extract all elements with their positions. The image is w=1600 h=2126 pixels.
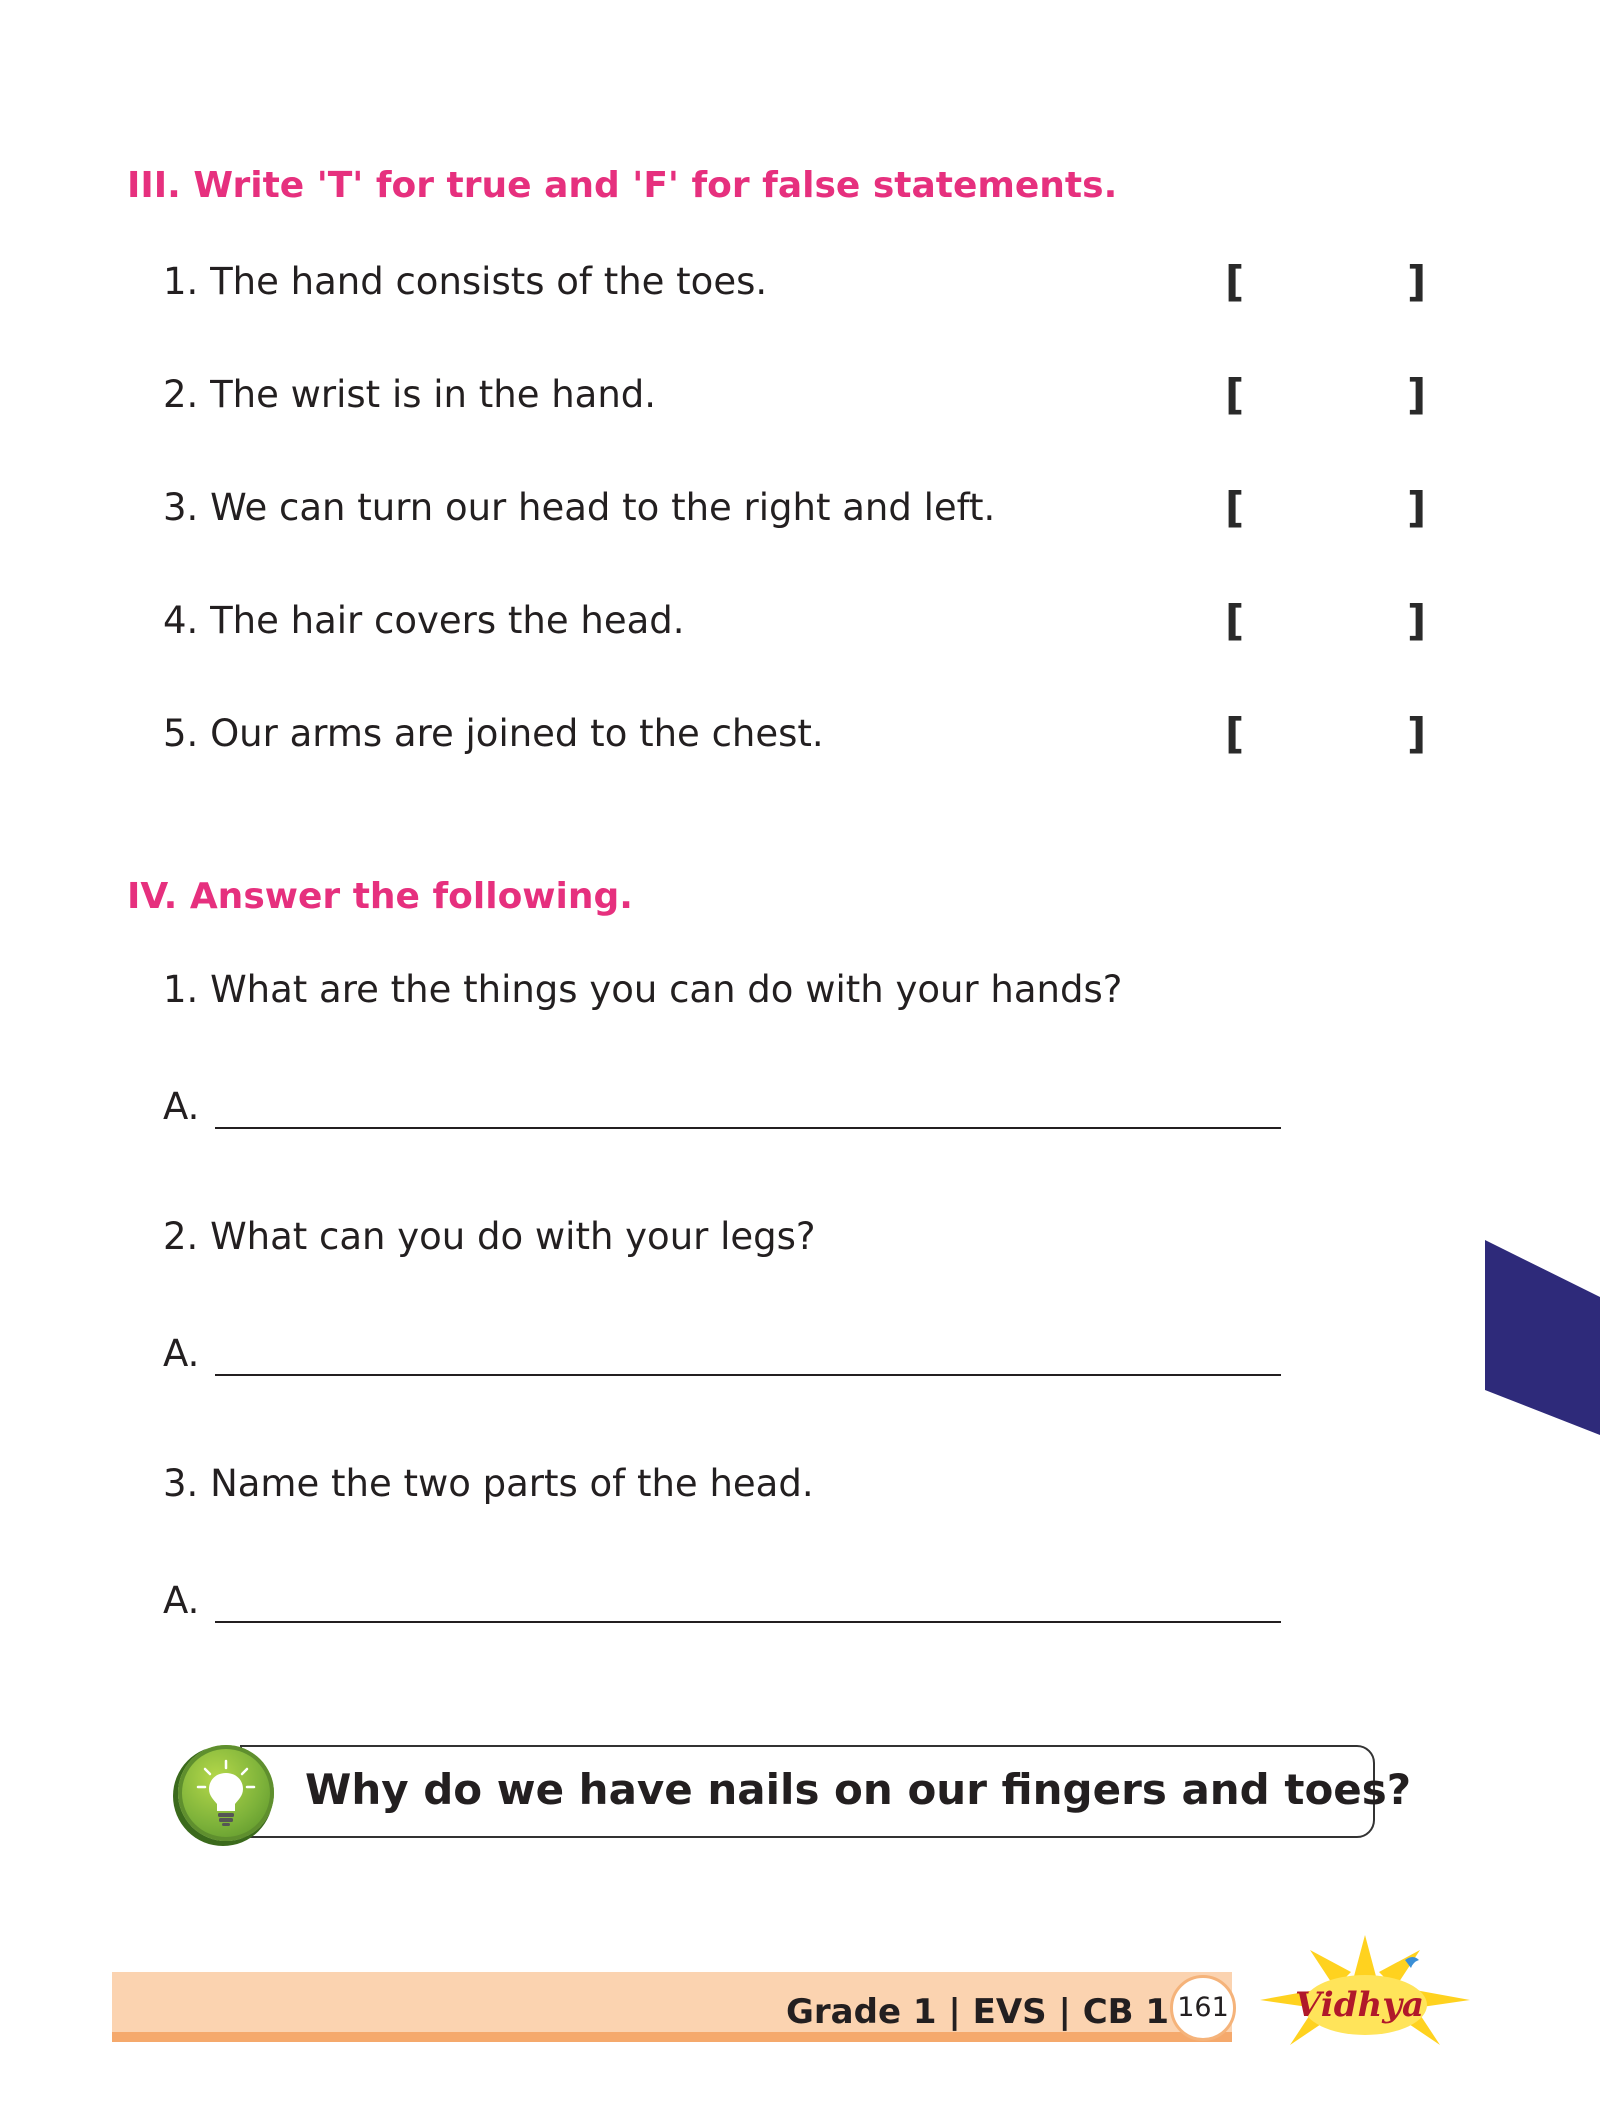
statement-text: 4. The hair covers the head. <box>163 599 685 642</box>
statement-text: 5. Our arms are joined to the chest. <box>163 712 824 755</box>
answer-bracket-open: [ <box>1225 709 1245 758</box>
statement-text: 1. The hand consists of the toes. <box>163 260 768 303</box>
tf-item-5 <box>163 704 1433 764</box>
tf-item-2 <box>163 365 1433 425</box>
tf-item-1 <box>163 252 1433 312</box>
statement-text: 3. We can turn our head to the right and left. <box>163 486 996 529</box>
side-tab-shape <box>1483 1240 1600 1435</box>
question-1: 1. What are the things you can do with your hands? <box>163 968 1123 1011</box>
answer-line[interactable] <box>215 1127 1281 1129</box>
answer-label: A. <box>163 1579 200 1622</box>
answer-bracket-close: ] <box>1407 596 1427 645</box>
lightbulb-icon <box>178 1745 274 1841</box>
answer-bracket-open: [ <box>1225 370 1245 419</box>
think-question: Why do we have nails on our fingers and toes? <box>305 1765 1412 1814</box>
answer-label: A. <box>163 1332 200 1375</box>
statement-text: 2. The wrist is in the hand. <box>163 373 657 416</box>
answer-label: A. <box>163 1085 200 1128</box>
page-number: 161 <box>1170 1975 1236 2041</box>
question-3: 3. Name the two parts of the head. <box>163 1462 814 1505</box>
answer-bracket-close: ] <box>1407 370 1427 419</box>
answer-row-3[interactable] <box>163 1571 1283 1631</box>
answer-bracket-close: ] <box>1407 709 1427 758</box>
answer-bracket-close: ] <box>1407 483 1427 532</box>
section-3-title: III. Write 'T' for true and 'F' for false statements. <box>127 165 1118 206</box>
vidhya-logo-text: Vidhya <box>1295 1985 1424 2025</box>
answer-bracket-open: [ <box>1225 596 1245 645</box>
answer-row-2[interactable] <box>163 1324 1283 1384</box>
answer-row-1[interactable] <box>163 1077 1283 1137</box>
section-4-title: IV. Answer the following. <box>127 876 633 917</box>
tf-item-3 <box>163 478 1433 538</box>
answer-bracket-open: [ <box>1225 483 1245 532</box>
answer-line[interactable] <box>215 1374 1281 1376</box>
tf-item-4 <box>163 591 1433 651</box>
question-2: 2. What can you do with your legs? <box>163 1215 816 1258</box>
footer-grade-label: Grade 1 | EVS | CB 1 <box>786 1992 1170 2032</box>
answer-bracket-open: [ <box>1225 257 1245 306</box>
answer-bracket-close: ] <box>1407 257 1427 306</box>
answer-line[interactable] <box>215 1621 1281 1623</box>
